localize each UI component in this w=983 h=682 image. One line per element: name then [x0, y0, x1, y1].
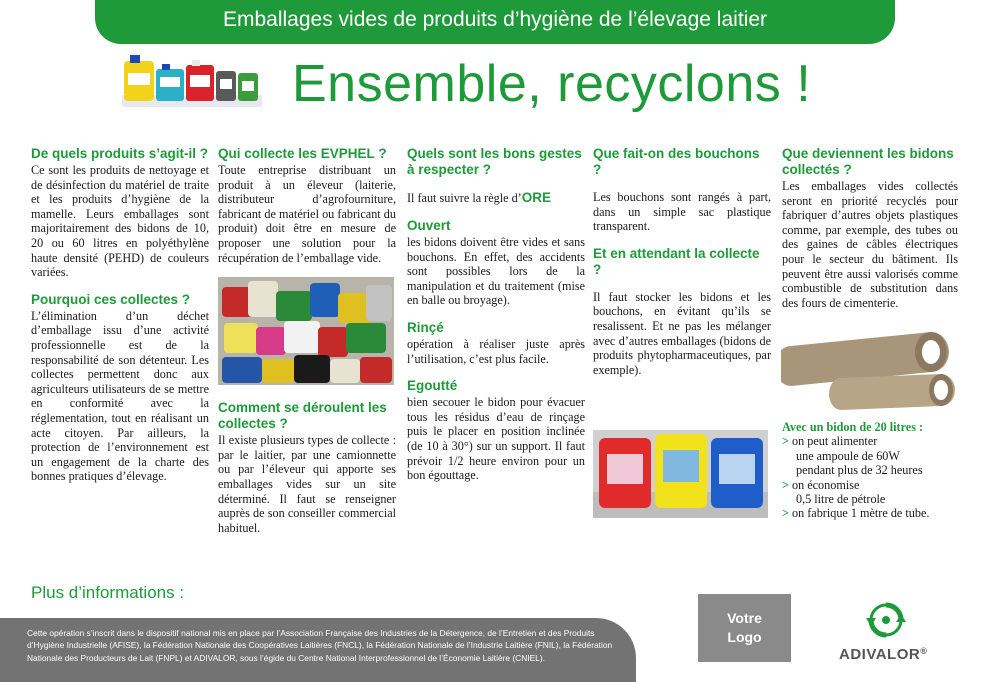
- facts-box: [782, 420, 958, 521]
- facts-marker-1: >: [782, 434, 789, 449]
- facts-marker-3: >: [782, 506, 789, 521]
- text-egoutte: bien secouer le bidon pour évacuer tous les résidus d’eau de rinçage puis le placer en position inclinée (de 10 à 30°) sur un support. Il faut prévoir 1/2 heure environ pour un bon égouttage.: [407, 395, 585, 483]
- fact-1a: on peut alimenter: [792, 434, 878, 449]
- text-ouvert: les bidons doivent être vides et sans bouchons. En effet, des accidents sont possibles lors de la manipulation et du traitement (mise en balle ou broyage).: [407, 235, 585, 308]
- fact-1c: pendant plus de 32 heures: [796, 463, 923, 478]
- your-logo-placeholder: [698, 594, 791, 662]
- text-what-products: Ce sont les produits de nettoyage et de désinfection du matériel de traite et les produits d’hygiène de la mamelle. Leurs emballages sont majoritairement des bidons de 10, 20 ou 60 litres en polyéthylène haute densité (PEHD) de couleurs variées.: [31, 163, 209, 280]
- column-4: [593, 146, 771, 377]
- text-waiting: Il faut stocker les bidons et les bouchons, en évitant qu’ils se resalissent. Et ne pas les mélanger avec d’autres emballages (bidons de produits phytopharmaceutiques, par exemple).: [593, 289, 771, 377]
- header-banner: Emballages vides de produits d’hygiène de l’élevage laitier: [95, 0, 895, 44]
- column-5: [782, 146, 958, 310]
- text-caps: Les bouchons sont rangés à part, dans un simple sac plastique transparent.: [593, 190, 771, 234]
- text-who-collects: Toute entreprise distribuant un produit à un éleveur (laiterie, distributeur d’agrofourniture, fabricant de matériel ou fabricant du produit) doit être en mesure de proposer une solution pour la récupération de l’emballage vide.: [218, 163, 396, 265]
- heading-who-collects: Qui collecte les EVPHEL ?: [218, 146, 387, 161]
- main-title: Ensemble, recyclons !: [292, 55, 812, 113]
- text-become: Les emballages vides collectés seront en priorité recyclés pour fabriquer d’autres objets plastiques comme, par exemple, des tubes ou des gaines de câbles électriques pour le secteur du bâtiment. Ils peuvent être aussi valorisés comme combustible de substitution dans des fours de cimenterie.: [782, 179, 958, 310]
- heading-caps: Que fait-on des bouchons ?: [593, 146, 760, 177]
- facts-marker-2: >: [782, 477, 789, 492]
- recycle-globe-icon: [862, 596, 910, 644]
- column-1: [31, 146, 209, 484]
- subheading-rince: Rinçé: [407, 319, 444, 335]
- adivalor-registered-mark: ®: [920, 646, 928, 656]
- heading-what-products: De quels produits s’agit-il ?: [31, 146, 209, 161]
- logo-placeholder-line2: Logo: [727, 629, 762, 645]
- ore-label: ORE: [521, 190, 551, 205]
- text-how-collect: Il existe plusieurs types de collecte : par le laitier, par une camionnette ou par l’éleveur qui apporte ses emballages vides sur un site déterminé. Il faut se renseigner auprès de son conseiller commercial habituel.: [218, 433, 396, 535]
- fact-1b: une ampoule de 60W: [796, 448, 900, 463]
- column-2: [218, 146, 396, 535]
- text-rince: opération à réaliser juste après l’utilisation, c’est plus facile.: [407, 336, 585, 366]
- heading-good-gestures: Quels sont les bons gestes à respecter ?: [407, 146, 582, 177]
- fact-2a: on économise: [792, 477, 860, 492]
- text-ore-rule: [407, 190, 585, 206]
- heading-how-collect: Comment se déroulent les collectes ?: [218, 400, 387, 432]
- adivalor-brand-name: ADIVALOR: [839, 646, 921, 663]
- text-why-collect: L’élimination d’un déchet d’emballage issu d’une activité professionnelle est de la responsabilité de son détenteur. Les collectes permettent donc aux agriculteurs utilisateurs de se mettre en conformité avec la réglementation, tout en réalisant un acte citoyen. Par ailleurs, la protection de l’environnement est un engagement de la charte des bonnes pratiques d’élevage.: [31, 308, 209, 484]
- heading-waiting: Et en attendant la collecte ?: [593, 245, 760, 277]
- adivalor-brand: [839, 646, 927, 663]
- column-3: [407, 146, 585, 483]
- bottles-image: [122, 55, 262, 107]
- logo-placeholder-line1: Votre: [727, 610, 762, 626]
- fact-3: on fabrique 1 mètre de tube.: [792, 506, 930, 521]
- heading-become: Que deviennent les bidons collectés ?: [782, 146, 954, 177]
- colored-cans-photo: [593, 430, 768, 518]
- more-info-heading: Plus d’informations :: [31, 583, 185, 602]
- ore-intro: Il faut suivre la règle d’: [407, 191, 522, 205]
- recycled-tubes-image: [781, 326, 957, 416]
- heading-why-collect: Pourquoi ces collectes ?: [31, 291, 191, 307]
- footer-partners-text: Cette opération s’inscrit dans le dispositif national mis en place par l’Association Française des Industries de la Détergence, de l’Entretien et des Produits d’Hygiène Industrielle (AFISE), la Fédération Nationale des Coopératives Laitières (FNCL), la Fédération Nationale de l’Industrie Laitière (FNIL), la Fédération Nationale des Producteurs de Lait (FNPL) et ADIVALOR, sous l’égide du Centre National Interprofessionnel de l’Économie Laitière (CNIEL).: [0, 618, 636, 682]
- subheading-egoutte: Egoutté: [407, 378, 458, 394]
- subheading-ouvert: Ouvert: [407, 218, 451, 233]
- facts-title: Avec un bidon de 20 litres :: [782, 420, 924, 434]
- collected-containers-photo: [218, 277, 394, 385]
- fact-2b: 0,5 litre de pétrole: [796, 492, 886, 507]
